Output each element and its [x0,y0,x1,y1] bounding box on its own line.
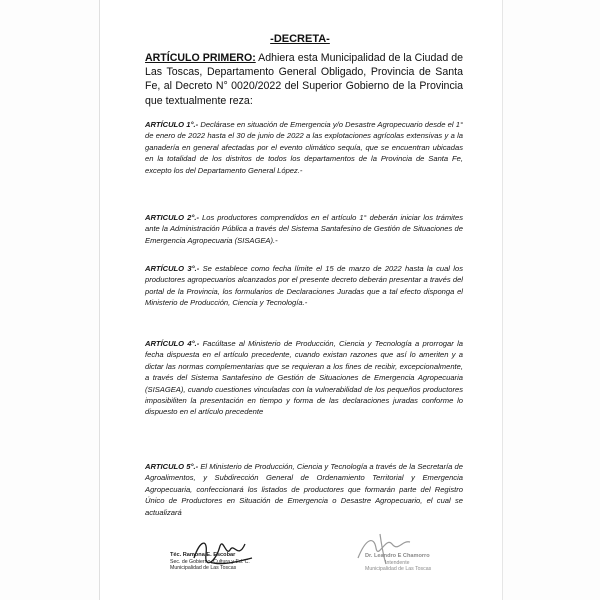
article-5-label: ARTICULO 5°.- [145,462,199,471]
article-2-text: Los productores comprendidos en el artículo 1° deberán iniciar los trámites ante la Administración Pública a través del Sistema Santafesino de Gestión de Situaciones de Emergencia Agropecuaria (SISAGEA).- [145,213,463,245]
article-3 [145,263,463,309]
right-signatory-role: Intendente [385,559,410,566]
article-4-text: Facúltase al Ministerio de Producción, Ciencia y Tecnología a prorrogar la fecha dispuesta en el artículo precedente, cuando existan razones que así lo ameriten y a dictar las normas complementarias que se requieran a los fines de recibir, excepcionalmente, a través del Sistema Santafesino de Gestión de Situaciones de Emergencia Agropecuaria (SISAGEA), cuando cuestiones vinculadas con la vulnerabilidad de los pequeños productores imposibiliten la presentación en tiempo y forma de las declaraciones juradas conforme lo dispuesto en el artículo precedente [145,339,463,417]
right-signatory-name: Dr. Leandro E Chamorro [365,553,430,559]
decree-heading: -DECRETA- [270,33,330,45]
article-3-text: Se establece como fecha límite el 15 de marzo de 2022 hasta la cual los productores agropecuarios alcanzados por el presente decreto deberán presentar a través del portal de la Provincia, los formularios de Declaraciones Juradas que a tal efecto disponga el Ministerio de Producción, Ciencia y Tecnología.- [145,264,463,308]
left-signatory-org: Municipalidad de Las Toscas [170,565,237,572]
right-signatory-org: Municipalidad de Las Toscas [365,566,432,573]
article-2 [145,212,463,246]
left-signatory-role: Sec. de Gobierno, Cultura y Ed. C. [170,558,250,565]
article-primero-label: ARTÍCULO PRIMERO: [145,52,256,64]
article-primero [145,51,463,108]
article-5 [145,461,463,518]
article-1 [145,119,463,176]
left-signature-block [170,552,250,572]
right-signature-block [365,553,431,573]
article-4-label: ARTÍCULO 4°.- [145,339,200,348]
article-3-label: ARTÍCULO 3°.- [145,264,200,273]
article-1-label: ARTÍCULO 1°.- [145,120,199,129]
article-4 [145,338,463,418]
article-2-label: ARTICULO 2°.- [145,213,199,222]
article-primero-text: Adhiera esta Municipalidad de la Ciudad de Las Toscas, Departamento General Obligado, Provincia de Santa Fe, al Decreto N° 0020/2022 del Superior Gobierno de la Provincia que textualmente reza: [145,52,464,107]
article-1-text: Declárase en situación de Emergencia y/o Desastre Agropecuario desde el 1° de enero de 2022 hasta el 30 de junio de 2022 a las explotaciones agrícolas extensivas y a la ganadería en general afectadas por el evento climático sequía, que se encuentran ubicadas en la totalidad de los distritos de todos los departamentos de la Provincia de Santa Fe, excepto los del Departamento General López.- [145,120,463,175]
left-signatory-name: Téc. Ramona E. Escobar [170,552,236,558]
article-5-text: El Ministerio de Producción, Ciencia y Tecnología a través de la Secretaría de Agroalimentos, y Subdirección General de Ordenamiento Territorial y Emergencia Agropecuaria, confeccionará los listados de productores que formarán parte del Registro Único de Productores en Situación de Emergencia o Desastre Agropecuario, el cual se actualizará [145,462,463,517]
